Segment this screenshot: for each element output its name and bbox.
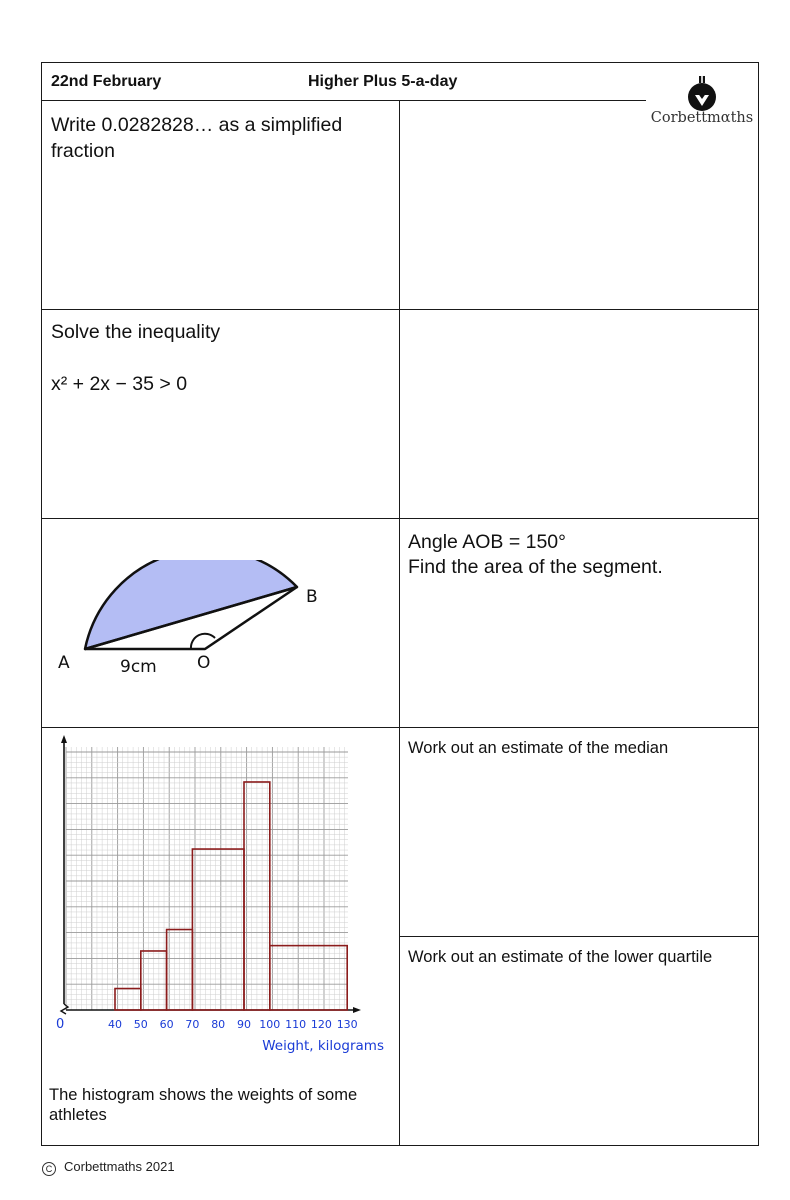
question-recurring-decimal: Write 0.0282828… as a simplified fraction — [51, 114, 343, 162]
copyright-icon: C — [42, 1162, 56, 1176]
x-axis-arrow — [353, 1007, 361, 1013]
histogram-axes — [61, 735, 361, 1014]
x-tick-label-80: 80 — [211, 1018, 226, 1031]
histogram-caption: The histogram shows the weights of some athletes — [49, 1086, 358, 1124]
label-b: B — [306, 587, 318, 607]
segment-diagram — [50, 560, 340, 690]
x-tick-label-100: 100 — [259, 1018, 281, 1031]
question-segment-area: Angle AOB = 150° Find the area of the segment. — [408, 531, 663, 578]
footer-text: Corbettmaths 2021 — [64, 1159, 175, 1174]
row-divider-3 — [41, 727, 759, 728]
question-inequality: Solve the inequality x² + 2x − 35 > 0 — [51, 321, 221, 395]
y-axis-arrow — [61, 735, 67, 743]
header-title: Higher Plus 5-a-day — [308, 73, 458, 90]
corbettmaths-logo — [646, 70, 758, 134]
row-divider-1 — [41, 309, 759, 310]
origin-label: 0 — [56, 1017, 65, 1032]
label-length: 9cm — [120, 657, 157, 677]
mortarboard-icon — [685, 76, 719, 112]
header-date: 22nd February — [51, 73, 162, 90]
weights-histogram — [50, 735, 395, 1060]
shaded-segment — [85, 560, 297, 649]
x-tick-label-120: 120 — [310, 1018, 332, 1031]
label-a: A — [58, 653, 70, 673]
x-tick-label-60: 60 — [159, 1018, 174, 1031]
column-divider — [399, 100, 400, 1146]
x-tick-label-130: 130 — [336, 1018, 358, 1031]
x-tick-label-70: 70 — [185, 1018, 200, 1031]
histogram-grid — [66, 747, 348, 1010]
axis-break — [61, 1004, 68, 1014]
lower-quartile-prompt: Work out an estimate of the lower quartile — [408, 948, 713, 966]
x-tick-label-40: 40 — [108, 1018, 122, 1031]
header-divider — [41, 100, 647, 101]
row-divider-4 — [400, 936, 759, 937]
row-divider-2 — [41, 518, 759, 519]
logo-wordmark: Corbettmαths — [650, 110, 754, 126]
label-o: O — [197, 653, 211, 673]
x-tick-label-50: 50 — [133, 1018, 148, 1031]
x-tick-label-90: 90 — [237, 1018, 251, 1031]
angle-arc — [191, 634, 215, 649]
median-prompt: Work out an estimate of the median — [408, 739, 669, 757]
footer — [42, 1159, 175, 1176]
x-tick-label-110: 110 — [285, 1018, 307, 1031]
histogram-tick-labels — [108, 1018, 358, 1031]
x-axis-label: Weight, kilograms — [262, 1038, 384, 1054]
